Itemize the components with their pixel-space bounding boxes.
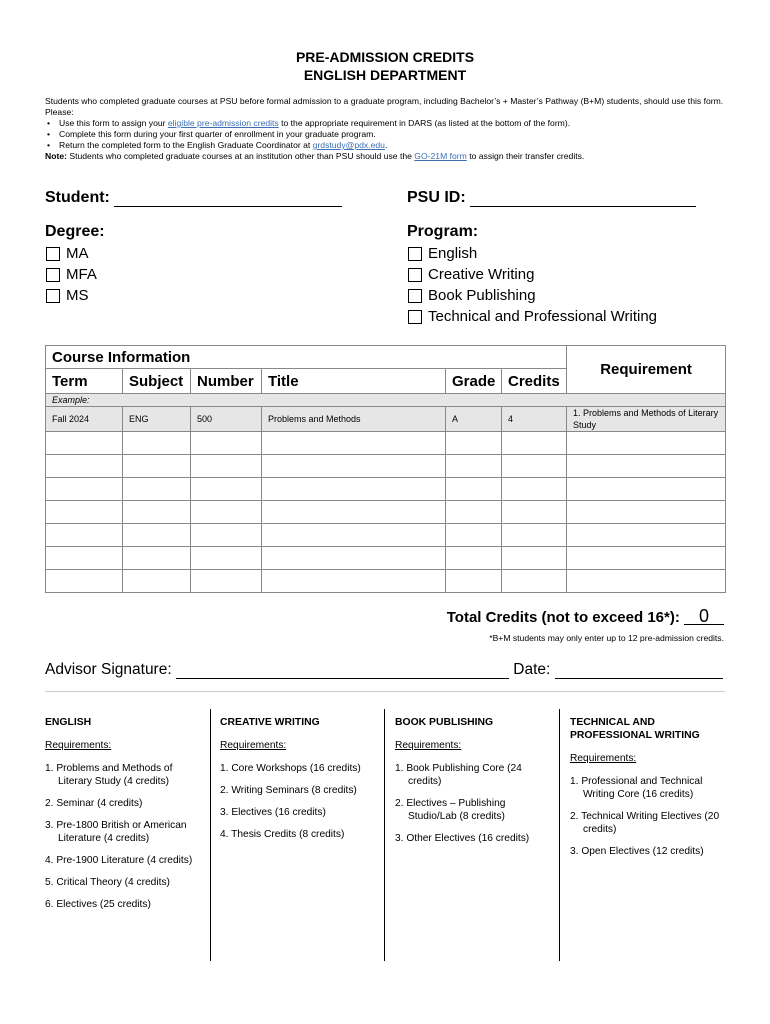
list-item: 2. Technical Writing Electives (20 credits) xyxy=(570,811,720,835)
column-header-number: Number xyxy=(191,369,262,394)
creative-writing-requirements-list xyxy=(220,762,378,841)
column-header-term: Term xyxy=(46,369,123,394)
list-item: 1. Problems and Methods of Literary Study (4 credits) xyxy=(45,763,173,787)
list-item: 3. Pre-1800 British or American Literature (4 credits) xyxy=(45,820,187,844)
cell-subject[interactable] xyxy=(123,455,191,478)
table-row xyxy=(46,455,726,478)
english-requirements-list xyxy=(45,762,200,911)
cell-term[interactable] xyxy=(46,524,123,547)
cell-number[interactable] xyxy=(191,501,262,524)
list-item: 1. Professional and Technical Writing Core (16 credits) xyxy=(570,776,703,800)
cell-requirement[interactable] xyxy=(567,478,726,501)
cell-number[interactable] xyxy=(191,455,262,478)
example-requirement: 1. Problems and Methods of Literary Study xyxy=(567,407,726,432)
cell-credits[interactable] xyxy=(502,547,567,570)
example-label-row xyxy=(46,394,726,407)
book-publishing-requirements xyxy=(395,716,550,854)
column-header-title: Title xyxy=(262,369,446,394)
cell-requirement[interactable] xyxy=(567,455,726,478)
program-option-label: English xyxy=(428,245,478,262)
creative-writing-title: CREATIVE WRITING xyxy=(220,717,320,728)
student-field xyxy=(45,189,342,207)
checkbox[interactable] xyxy=(46,289,60,303)
cell-requirement[interactable] xyxy=(567,432,726,455)
table-title-row xyxy=(46,346,726,369)
example-credits: 4 xyxy=(502,407,567,432)
program-option-technical-writing[interactable] xyxy=(408,306,657,327)
cell-term[interactable] xyxy=(46,501,123,524)
intro-paragraph: Students who completed graduate courses at PSU before formal admission to a graduate program, including Bachelor’s + Master’s Pathway (B+M) students, should use this form. Please: xyxy=(45,96,724,117)
list-item: 4. Thesis Credits (8 credits) xyxy=(220,829,345,840)
cell-title[interactable] xyxy=(262,478,446,501)
cell-title[interactable] xyxy=(262,570,446,593)
note xyxy=(45,151,735,162)
degree-options xyxy=(46,243,97,306)
english-requirements xyxy=(45,716,200,920)
email-link[interactable]: grdstudy@pdx.edu xyxy=(312,140,385,150)
cell-term[interactable] xyxy=(46,547,123,570)
column-header-credits: Credits xyxy=(502,369,567,394)
column-header-subject: Subject xyxy=(123,369,191,394)
cell-subject[interactable] xyxy=(123,570,191,593)
list-item: 3. Open Electives (12 credits) xyxy=(570,846,704,857)
requirements-heading: Requirements: xyxy=(570,753,637,764)
program-option-label: Technical and Professional Writing xyxy=(428,308,658,325)
cell-requirement[interactable] xyxy=(567,547,726,570)
program-options xyxy=(408,243,657,327)
cell-credits[interactable] xyxy=(502,501,567,524)
degree-option-ms[interactable] xyxy=(46,285,97,306)
total-credits-value[interactable]: 0 xyxy=(684,608,724,625)
list-item: 6. Electives (25 credits) xyxy=(45,899,151,910)
cell-credits[interactable] xyxy=(502,570,567,593)
list-item: 1. Book Publishing Core (24 credits) xyxy=(395,763,522,787)
eligible-credits-link[interactable]: eligible pre-admission credits xyxy=(167,118,279,128)
technical-writing-requirements-list xyxy=(570,775,725,858)
advisor-signature-line[interactable] xyxy=(176,662,509,679)
note-label: Note: xyxy=(45,151,67,161)
checkbox[interactable] xyxy=(408,268,422,282)
cell-title[interactable] xyxy=(262,432,446,455)
psu-id-label: PSU ID: xyxy=(407,189,466,206)
requirements-heading: Requirements: xyxy=(395,740,462,751)
requirement-header: Requirement xyxy=(567,346,726,394)
example-label: Example: xyxy=(46,394,726,407)
cell-grade[interactable] xyxy=(446,547,502,570)
table-row xyxy=(46,478,726,501)
degree-label: Degree: xyxy=(45,223,105,240)
list-item: 2. Writing Seminars (8 credits) xyxy=(220,785,357,796)
technical-writing-title: TECHNICAL AND PROFESSIONAL WRITING xyxy=(570,717,700,741)
cell-number[interactable] xyxy=(191,478,262,501)
instructions-list xyxy=(45,118,735,151)
cell-grade[interactable] xyxy=(446,501,502,524)
program-option-label: Creative Writing xyxy=(428,266,535,283)
cell-credits[interactable] xyxy=(502,478,567,501)
example-title: Problems and Methods xyxy=(262,407,446,432)
degree-option-ma[interactable] xyxy=(46,243,97,264)
cell-subject[interactable] xyxy=(123,524,191,547)
list-item: 5. Critical Theory (4 credits) xyxy=(45,877,170,888)
cell-title[interactable] xyxy=(262,455,446,478)
bm-credits-note: *B+M students may only enter up to 12 pre-admission credits. xyxy=(489,633,724,643)
program-label: Program: xyxy=(407,223,479,240)
cell-title[interactable] xyxy=(262,524,446,547)
cell-subject[interactable] xyxy=(123,478,191,501)
cell-subject[interactable] xyxy=(123,547,191,570)
example-term: Fall 2024 xyxy=(46,407,123,432)
cell-subject[interactable] xyxy=(123,432,191,455)
checkbox[interactable] xyxy=(408,310,422,324)
cell-title[interactable] xyxy=(262,547,446,570)
cell-grade[interactable] xyxy=(446,570,502,593)
instruction-text: Return the completed form to the English Graduate Coordinator at xyxy=(59,140,313,150)
column-divider xyxy=(210,709,211,961)
cell-requirement[interactable] xyxy=(567,501,726,524)
advisor-signature-field xyxy=(45,661,723,679)
checkbox[interactable] xyxy=(408,247,422,261)
instruction-item: • Complete this form during your first quarter of enrollment in your graduate program. xyxy=(59,129,735,140)
cell-number[interactable] xyxy=(191,570,262,593)
psu-id-input-line[interactable] xyxy=(470,192,696,207)
total-credits-label: Total Credits (not to exceed 16*): xyxy=(446,609,680,626)
degree-option-label: MFA xyxy=(66,266,97,283)
instruction-text: . xyxy=(384,140,388,150)
book-publishing-title: BOOK PUBLISHING xyxy=(395,717,494,728)
program-option-creative-writing[interactable] xyxy=(408,264,657,285)
degree-option-mfa[interactable] xyxy=(46,264,97,285)
degree-option-label: MS xyxy=(66,287,89,304)
table-row xyxy=(46,524,726,547)
date-line[interactable] xyxy=(555,662,723,679)
checkbox[interactable] xyxy=(46,247,60,261)
cell-grade[interactable] xyxy=(446,524,502,547)
note-text: Students who completed graduate courses at an institution other than PSU should use the xyxy=(66,151,415,161)
cell-term[interactable] xyxy=(46,478,123,501)
list-item: 3. Electives (16 credits) xyxy=(220,807,326,818)
list-item: 4. Pre-1900 Literature (4 credits) xyxy=(45,855,193,866)
list-item: 2. Seminar (4 credits) xyxy=(45,798,143,809)
program-option-english[interactable] xyxy=(408,243,657,264)
cell-term[interactable] xyxy=(46,432,123,455)
cell-number[interactable] xyxy=(191,432,262,455)
instruction-text: Use this form to assign your xyxy=(59,118,168,128)
example-row xyxy=(46,407,726,432)
total-credits xyxy=(447,608,724,626)
psu-id-field xyxy=(407,189,696,207)
column-header-grade: Grade xyxy=(446,369,502,394)
requirements-heading: Requirements: xyxy=(45,740,112,751)
student-input-line[interactable] xyxy=(114,192,342,207)
advisor-signature-label: Advisor Signature: xyxy=(45,661,172,678)
instruction-item xyxy=(59,118,735,129)
intro-text xyxy=(45,96,735,162)
cell-term[interactable] xyxy=(46,570,123,593)
program-option-label: Book Publishing xyxy=(428,287,536,304)
form-title: PRE-ADMISSION CREDITS xyxy=(295,49,475,65)
book-publishing-requirements-list xyxy=(395,762,550,845)
department-title: ENGLISH DEPARTMENT xyxy=(303,67,467,83)
list-item: 2. Electives – Publishing Studio/Lab (8 credits) xyxy=(395,798,506,822)
column-divider xyxy=(384,709,385,961)
cell-credits[interactable] xyxy=(502,455,567,478)
cell-number[interactable] xyxy=(191,547,262,570)
example-grade: A xyxy=(446,407,502,432)
student-label: Student: xyxy=(45,189,110,206)
column-divider xyxy=(559,709,560,961)
checkbox[interactable] xyxy=(46,268,60,282)
cell-title[interactable] xyxy=(262,501,446,524)
technical-writing-requirements xyxy=(570,716,725,867)
course-info-header: Course Information xyxy=(46,346,567,369)
checkbox[interactable] xyxy=(408,289,422,303)
cell-credits[interactable] xyxy=(502,432,567,455)
table-row xyxy=(46,501,726,524)
table-row xyxy=(46,547,726,570)
note-text: to assign their transfer credits. xyxy=(466,151,585,161)
degree-option-label: MA xyxy=(66,245,89,262)
table-row xyxy=(46,432,726,455)
instruction-item xyxy=(59,140,735,151)
date-label: Date: xyxy=(513,661,551,678)
example-number: 500 xyxy=(191,407,262,432)
go21m-form-link[interactable]: GO-21M form xyxy=(414,151,467,161)
table-row xyxy=(46,570,726,593)
cell-grade[interactable] xyxy=(446,432,502,455)
cell-subject[interactable] xyxy=(123,501,191,524)
cell-requirement[interactable] xyxy=(567,570,726,593)
example-subject: ENG xyxy=(123,407,191,432)
cell-term[interactable] xyxy=(46,455,123,478)
english-title: ENGLISH xyxy=(45,717,92,728)
cell-credits[interactable] xyxy=(502,524,567,547)
cell-grade[interactable] xyxy=(446,478,502,501)
list-item: 1. Core Workshops (16 credits) xyxy=(220,763,361,774)
cell-grade[interactable] xyxy=(446,455,502,478)
list-item: 3. Other Electives (16 credits) xyxy=(395,833,530,844)
requirements-heading: Requirements: xyxy=(220,740,287,751)
instruction-text: to the appropriate requirement in DARS (as listed at the bottom of the form). xyxy=(278,118,571,128)
divider xyxy=(45,691,725,692)
cell-number[interactable] xyxy=(191,524,262,547)
program-option-book-publishing[interactable] xyxy=(408,285,657,306)
course-table xyxy=(45,345,726,593)
cell-requirement[interactable] xyxy=(567,524,726,547)
creative-writing-requirements xyxy=(220,716,378,850)
